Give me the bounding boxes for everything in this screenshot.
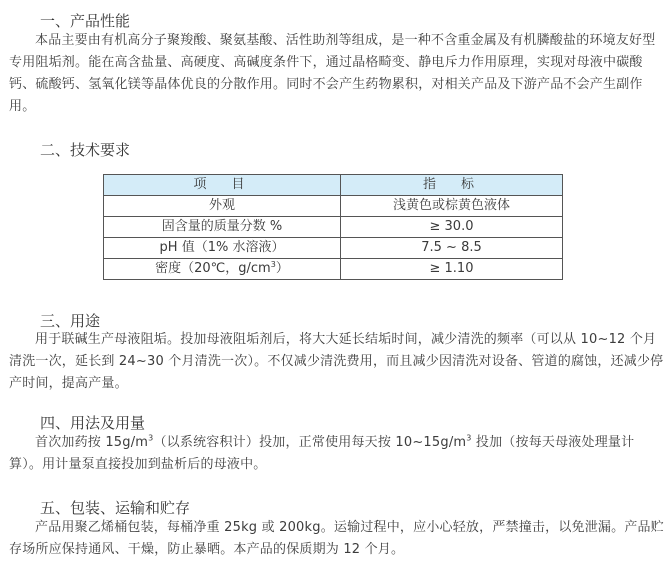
dosage-text-part-2: （以系统容积计）投加，正常使用每天按 10~15g/m bbox=[153, 435, 467, 450]
table-cell-item: pH 值（1% 水溶液） bbox=[104, 238, 341, 259]
table-header-spec: 指 标 bbox=[341, 175, 563, 196]
table-row bbox=[104, 238, 563, 259]
table-cell-spec: 7.5 ~ 8.5 bbox=[341, 238, 563, 259]
density-label-close: ） bbox=[275, 261, 289, 276]
table-row bbox=[104, 196, 563, 217]
table-header-item: 项 目 bbox=[104, 175, 341, 196]
table-row bbox=[104, 259, 563, 280]
section-body-usage: 用于联碱生产母液阻垢。投加母液阻垢剂后，将大大延长结垢时间，减少清洗的频率（可以从 10~12 个月清洗一次，延长到 24~30 个月清洗一次）。不仅减少清洗费用，而且减少因清洗对设备、管道的腐蚀，还减少停产时间，提高产量。 bbox=[9, 332, 664, 391]
dosage-text-part-1: 首次加药按 15g/m bbox=[35, 435, 149, 450]
density-label: 密度（20℃，g/cm bbox=[155, 261, 271, 276]
dosage-text-part-3: 投加（按每天母液处理量计算）。用计量泵直接投加到盐析后的母液中。 bbox=[9, 435, 635, 472]
table-cell-spec: ≥ 1.10 bbox=[341, 259, 563, 280]
density-unit-superscript: 3 bbox=[270, 260, 276, 269]
section-body-dosage bbox=[9, 432, 665, 476]
table-cell-item: 固含量的质量分数 % bbox=[104, 217, 341, 238]
section-body-packaging: 产品用聚乙烯桶包装，每桶净重 25kg 或 200kg。运输过程中，应小心轻放，严禁撞击，以免泄漏。产品贮存场所应保持通风、干燥，防止暴晒。本产品的保质期为 12 个月。 bbox=[9, 520, 664, 557]
section-title-dosage: 四、用法及用量 bbox=[40, 414, 146, 432]
section-title-usage: 三、用途 bbox=[40, 312, 101, 330]
table-cell-item bbox=[104, 259, 341, 280]
table-cell-item: 外观 bbox=[104, 196, 341, 217]
table-header-row bbox=[104, 175, 563, 196]
table-row bbox=[104, 217, 563, 238]
table-cell-spec: 浅黄色或棕黄色液体 bbox=[341, 196, 563, 217]
section-title-product-performance: 一、产品性能 bbox=[40, 12, 131, 30]
spec-table bbox=[103, 174, 563, 280]
table-cell-spec: ≥ 30.0 bbox=[341, 217, 563, 238]
section-title-technical-requirements: 二、技术要求 bbox=[40, 141, 131, 159]
section-title-packaging: 五、包装、运输和贮存 bbox=[40, 499, 191, 517]
dosage-superscript-1: 3 bbox=[148, 433, 154, 443]
dosage-superscript-2: 3 bbox=[466, 433, 472, 443]
section-body-product-performance: 本品主要由有机高分子聚羧酸、聚氨基酸、活性助剂等组成，是一种不含重金属及有机膦酸盐的环境友好型专用阻垢剂。能在高含盐量、高硬度、高碱度条件下，通过晶格畸变、静电斥力作用原理，实现对母液中碳酸钙、硫酸钙、氢氧化镁等晶体优良的分散作用。同时不会产生药物累积，对相关产品及下游产品不会产生副作用。 bbox=[9, 33, 656, 114]
